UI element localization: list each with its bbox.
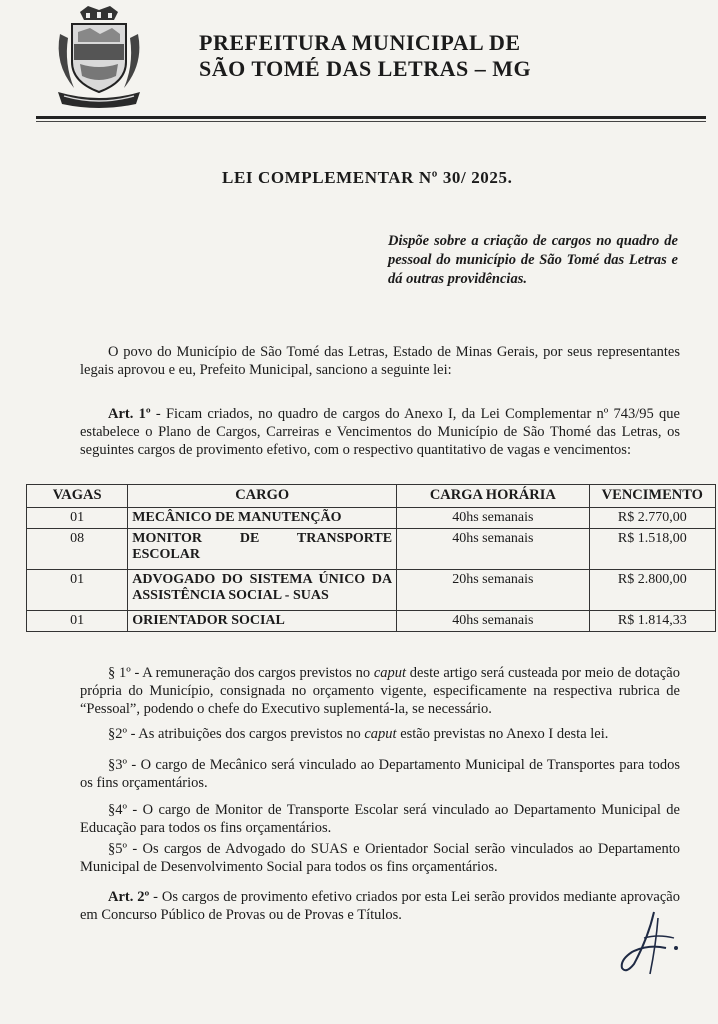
header-vencimento: VENCIMENTO xyxy=(589,485,715,508)
article-2-label: Art. 2º xyxy=(108,889,150,905)
header-line-2: SÃO TOMÉ DAS LETRAS – MG xyxy=(199,56,532,81)
s5-text: §5º - Os cargos de Advogado do SUAS e Orientador Social serão vinculados ao Departamento Municipal de Desenvolvimento Social para todos os fins orçamentários. xyxy=(80,841,680,875)
s3-text: §3º - O cargo de Mecânico será vinculado ao Departamento Municipal de Transportes para todos os fins orçamentários. xyxy=(80,757,680,791)
table-row xyxy=(27,529,716,570)
cell-carga: 40hs semanais xyxy=(397,529,590,570)
cell-vencimento: R$ 1.814,33 xyxy=(589,611,715,632)
table-header-row xyxy=(27,485,716,508)
s1-pre: § 1º - A remuneração dos cargos previstos no xyxy=(108,665,374,681)
cell-vencimento: R$ 2.770,00 xyxy=(589,508,715,529)
header-cargo: CARGO xyxy=(128,485,397,508)
article-2-text: - Os cargos de provimento efetivo criados por esta Lei serão providos mediante aprovação em Concurso Público de Provas ou de Provas e Títulos. xyxy=(80,889,680,923)
cell-carga: 40hs semanais xyxy=(397,508,590,529)
cell-cargo: ORIENTADOR SOCIAL xyxy=(128,611,397,632)
s1-post: deste artigo será custeada por meio de dotação própria do Município, consignada no orçamento vigente, especificamente na respectiva rubrica de “Pessoal”, podendo o chefe do Executivo suplementá-la, se necessário. xyxy=(80,665,680,717)
table-row xyxy=(27,508,716,529)
cell-cargo: MECÂNICO DE MANUTENÇÃO xyxy=(128,508,397,529)
law-title: LEI COMPLEMENTAR Nº 30/ 2025. xyxy=(222,168,513,187)
paragraph-s4 xyxy=(80,801,680,837)
paragraph-s5 xyxy=(80,840,680,876)
article-1-paragraph xyxy=(80,405,680,459)
s1-caput: caput xyxy=(373,665,407,681)
s4-text: §4º - O cargo de Monitor de Transporte Escolar será vinculado ao Departamento Municipal de Educação para todos os fins orçamentários. xyxy=(80,802,680,836)
header-title xyxy=(199,30,599,82)
s2-post: estão previstas no Anexo I desta lei. xyxy=(396,726,609,742)
coat-of-arms-icon xyxy=(50,4,148,110)
cell-vagas: 08 xyxy=(27,529,128,570)
cell-cargo: ADVOGADO DO SISTEMA ÚNICO DA ASSISTÊNCIA SOCIAL - SUAS xyxy=(128,570,397,611)
intro-text: O povo do Município de São Tomé das Letras, Estado de Minas Gerais, por seus representantes legais aprovou e eu, Prefeito Municipal, sanciono a seguinte lei: xyxy=(80,344,680,378)
positions-table xyxy=(26,484,716,632)
paragraph-s2 xyxy=(80,725,680,743)
cell-vagas: 01 xyxy=(27,570,128,611)
signature-icon xyxy=(614,908,684,980)
cell-vagas: 01 xyxy=(27,508,128,529)
intro-paragraph xyxy=(80,343,680,379)
paragraph-s1 xyxy=(80,664,680,718)
header-divider-thin xyxy=(36,121,706,122)
article-1-label: Art. 1º xyxy=(108,406,151,422)
header-line-1: PREFEITURA MUNICIPAL DE xyxy=(199,30,521,55)
cell-vagas: 01 xyxy=(27,611,128,632)
header-vagas: VAGAS xyxy=(27,485,128,508)
table-row xyxy=(27,570,716,611)
table-row xyxy=(27,611,716,632)
cell-carga: 20hs semanais xyxy=(397,570,590,611)
s2-caput: caput xyxy=(364,726,397,742)
cell-vencimento: R$ 1.518,00 xyxy=(589,529,715,570)
header-divider xyxy=(36,116,706,119)
header-carga-horaria: CARGA HORÁRIA xyxy=(397,485,590,508)
cell-vencimento: R$ 2.800,00 xyxy=(589,570,715,611)
cell-carga: 40hs semanais xyxy=(397,611,590,632)
paragraph-s3 xyxy=(80,756,680,792)
s2-pre: §2º - As atribuições dos cargos previstos no xyxy=(108,726,365,742)
article-1-text: - Ficam criados, no quadro de cargos do Anexo I, da Lei Complementar nº 743/95 que estabelece o Plano de Cargos, Carreiras e Vencimentos do Município de São Thomé das Letras, os seguintes cargos de provimento efetivo, com o respectivo quantitativo de vagas e vencimentos: xyxy=(80,406,680,458)
cell-cargo: MONITOR DE TRANSPORTE ESCOLAR xyxy=(128,529,397,570)
law-ementa: Dispõe sobre a criação de cargos no quadro de pessoal do município de São Tomé das Letras e dá outras providências. xyxy=(388,233,678,287)
article-2-paragraph xyxy=(80,888,680,924)
